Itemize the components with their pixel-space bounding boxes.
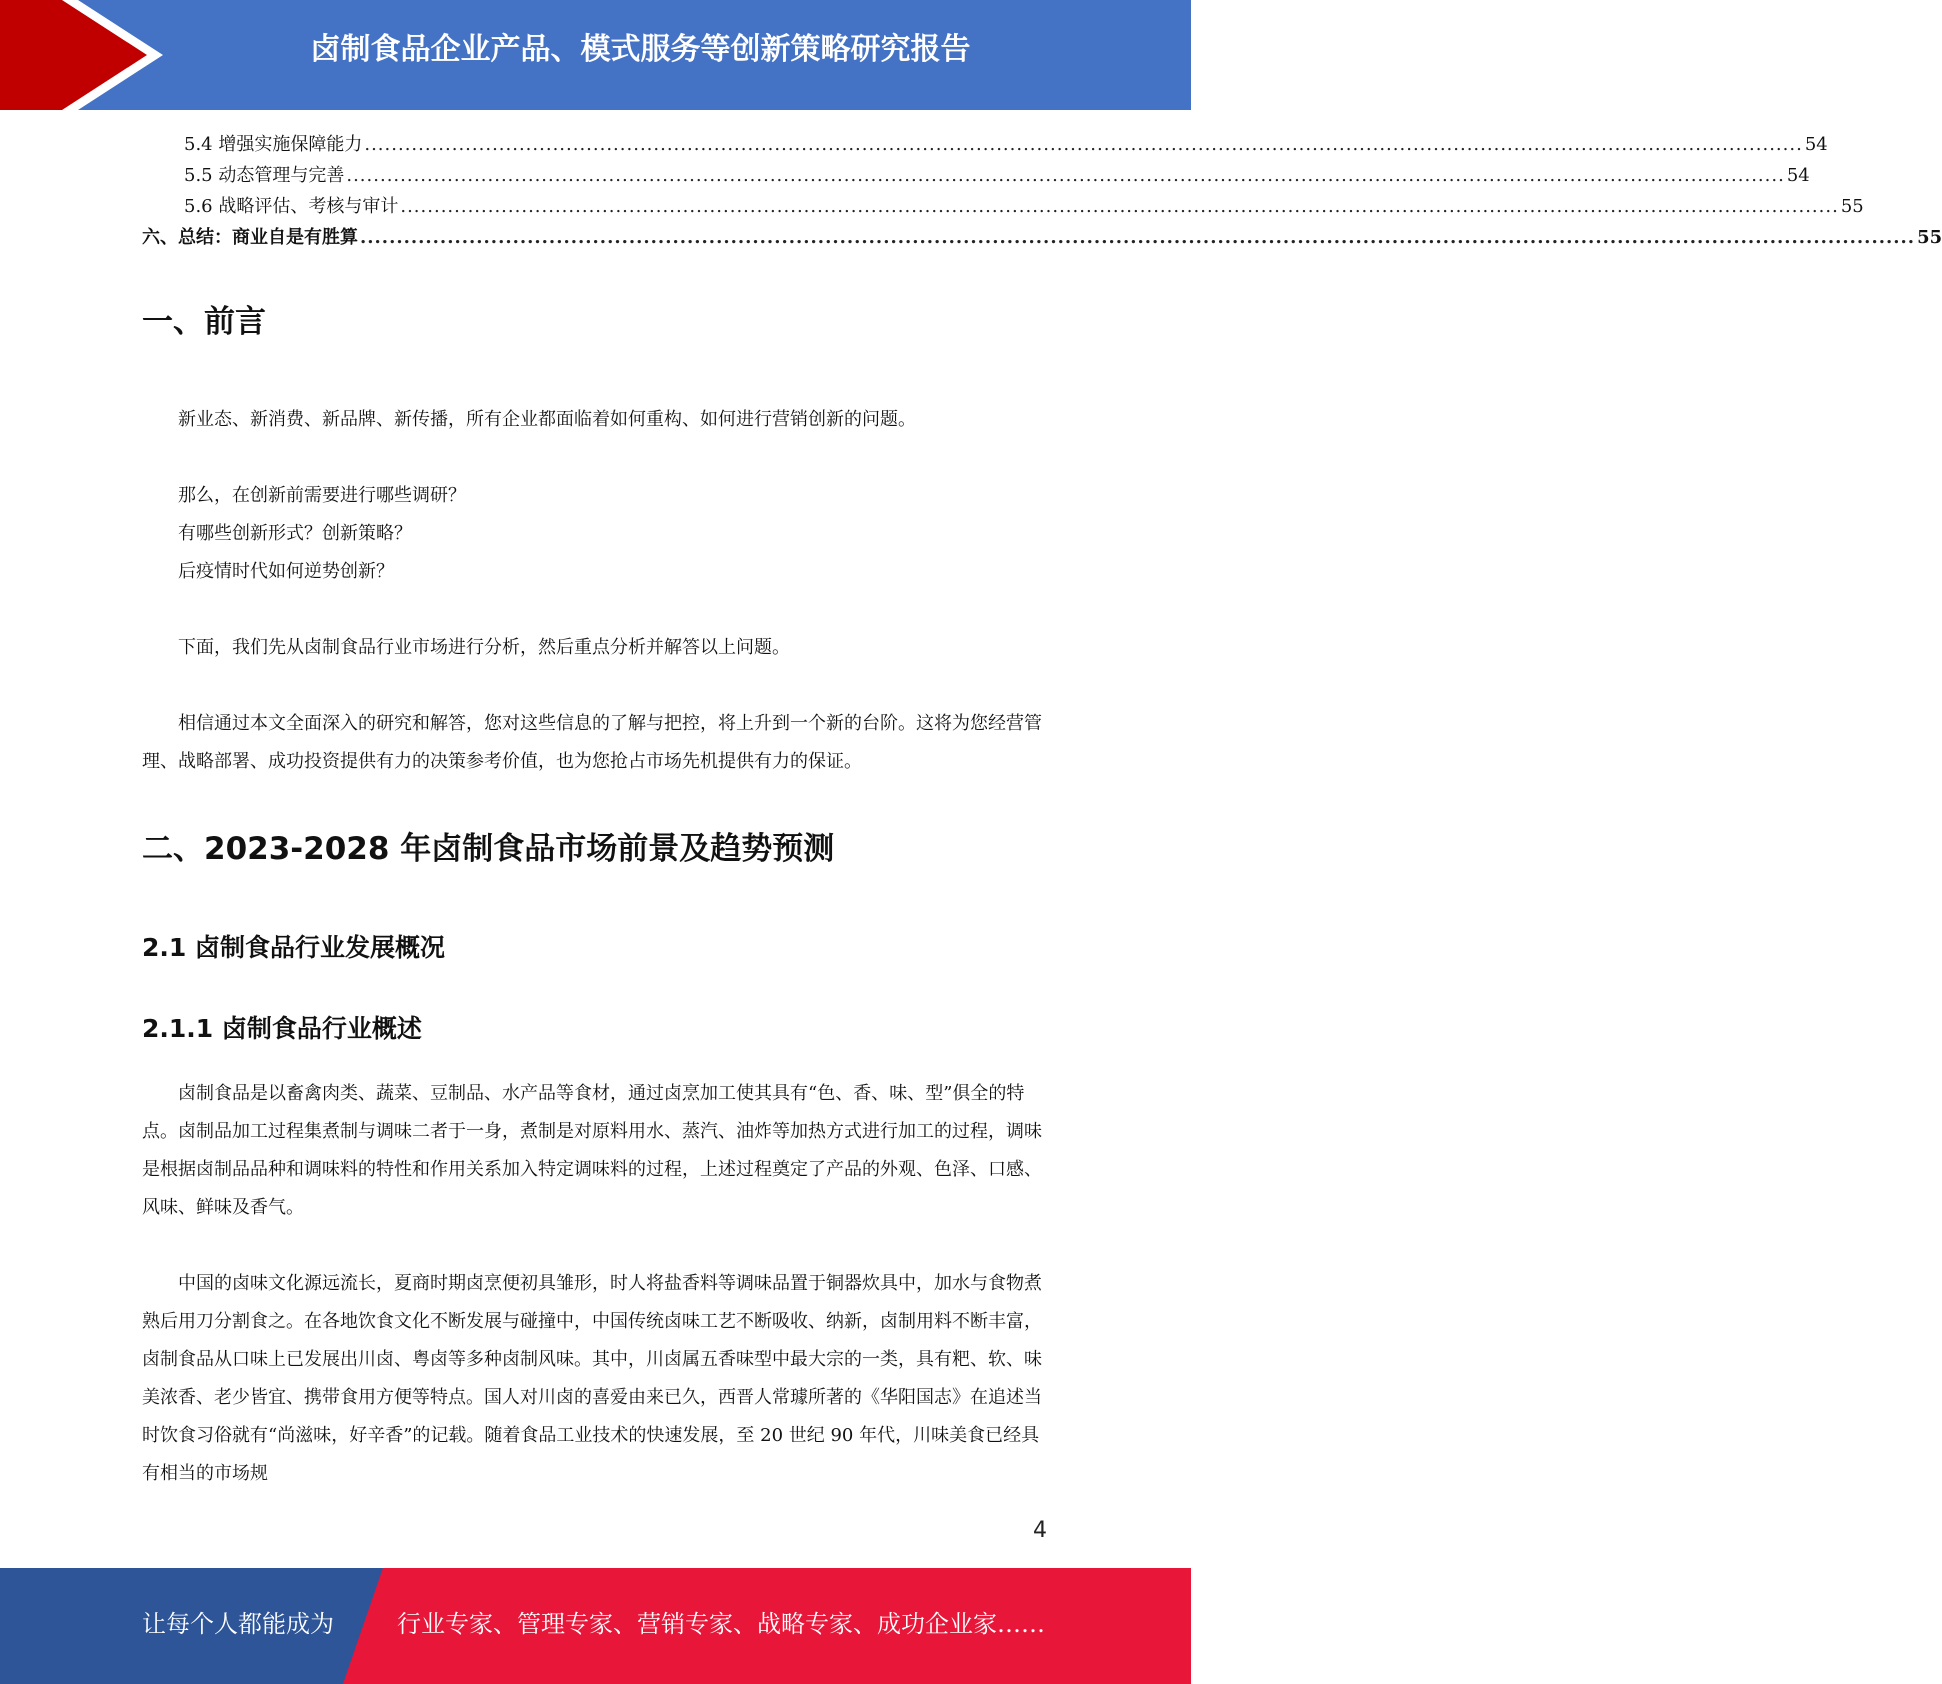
toc-leader-dots: ...................................................................................................................................................................................................................... [400, 196, 1839, 217]
footer-slogan-left: 让每个人都能成为 [142, 1610, 334, 1638]
question-line: 后疫情时代如何逆势创新？ [178, 561, 394, 582]
paragraph: 相信通过本文全面深入的研究和解答，您对这些信息的了解与把控，将上升到一个新的台阶。这将为您经营管理、战略部署、成功投资提供有力的决策参考价值，也为您抢占市场先机提供有力的保证。 [142, 713, 1042, 772]
toc-entry[interactable] [142, 130, 1828, 161]
toc-entry-page: 54 [1786, 165, 1810, 186]
toc-entry-label: 5.5 动态管理与完善 [184, 165, 345, 186]
toc-entry-label: 5.4 增强实施保障能力 [184, 134, 363, 155]
toc-entry[interactable] [142, 223, 1942, 254]
toc-entry[interactable] [142, 192, 1864, 223]
toc-entry-page: 54 [1804, 134, 1828, 155]
document-body [142, 280, 1048, 1493]
page-header [0, 0, 1191, 110]
toc-leader-dots: ...................................................................................................................................................................................................................... [346, 165, 1785, 186]
toc-entry-page: 55 [1840, 196, 1864, 217]
section-heading-market-outlook: 二、2023-2028 年卤制食品市场前景及趋势预测 [142, 831, 835, 867]
toc-leader-dots: ...................................................................................................................................................................................................................... [360, 227, 1916, 248]
section-heading-preface: 一、前言 [142, 304, 266, 340]
question-line: 那么，在创新前需要进行哪些调研？ [178, 485, 466, 506]
question-line: 有哪些创新形式？创新策略？ [178, 523, 412, 544]
page-footer [0, 1568, 1191, 1684]
paragraph: 下面，我们先从卤制食品行业市场进行分析，然后重点分析并解答以上问题。 [178, 637, 790, 658]
header-title: 卤制食品企业产品、模式服务等创新策略研究报告 [310, 32, 971, 67]
toc-entry-page: 55 [1917, 227, 1942, 248]
toc-entry-label: 5.6 战略评估、考核与审计 [184, 196, 399, 217]
subsection-heading: 2.1 卤制食品行业发展概况 [142, 933, 445, 962]
page-number: 4 [1033, 1518, 1047, 1543]
paragraph: 新业态、新消费、新品牌、新传播，所有企业都面临着如何重构、如何进行营销创新的问题。 [178, 409, 916, 430]
subsubsection-heading: 2.1.1 卤制食品行业概述 [142, 1014, 422, 1043]
footer-slogan-right: 行业专家、管理专家、营销专家、战略专家、成功企业家…… [397, 1610, 1045, 1638]
toc-leader-dots: ...................................................................................................................................................................................................................... [364, 134, 1803, 155]
paragraph: 卤制食品是以畜禽肉类、蔬菜、豆制品、水产品等食材，通过卤烹加工使其具有“色、香、味、型”俱全的特点。卤制品加工过程集煮制与调味二者于一身，煮制是对原料用水、蒸汽、油炸等加热方式进行加工的过程，调味是根据卤制品品种和调味料的特性和作用关系加入特定调味料的过程，上述过程奠定了产品的外观、色泽、口感、风味、鲜味及香气。 [142, 1083, 1042, 1218]
toc-entry[interactable] [142, 161, 1810, 192]
table-of-contents [142, 130, 1942, 254]
toc-entry-label: 六、总结：商业自是有胜算 [142, 227, 358, 248]
paragraph: 中国的卤味文化源远流长，夏商时期卤烹便初具雏形，时人将盐香料等调味品置于铜器炊具中，加水与食物煮熟后用刀分割食之。在各地饮食文化不断发展与碰撞中，中国传统卤味工艺不断吸收、纳新，卤制用料不断丰富，卤制食品从口味上已发展出川卤、粤卤等多种卤制风味。其中，川卤属五香味型中最大宗的一类，具有粑、软、味美浓香、老少皆宜、携带食用方便等特点。国人对川卤的喜爱由来已久，西晋人常璩所著的《华阳国志》在追述当时饮食习俗就有“尚滋味，好辛香”的记载。随着食品工业技术的快速发展，至 20 世纪 90 年代，川味美食已经具有相当的市场规 [142, 1273, 1042, 1484]
